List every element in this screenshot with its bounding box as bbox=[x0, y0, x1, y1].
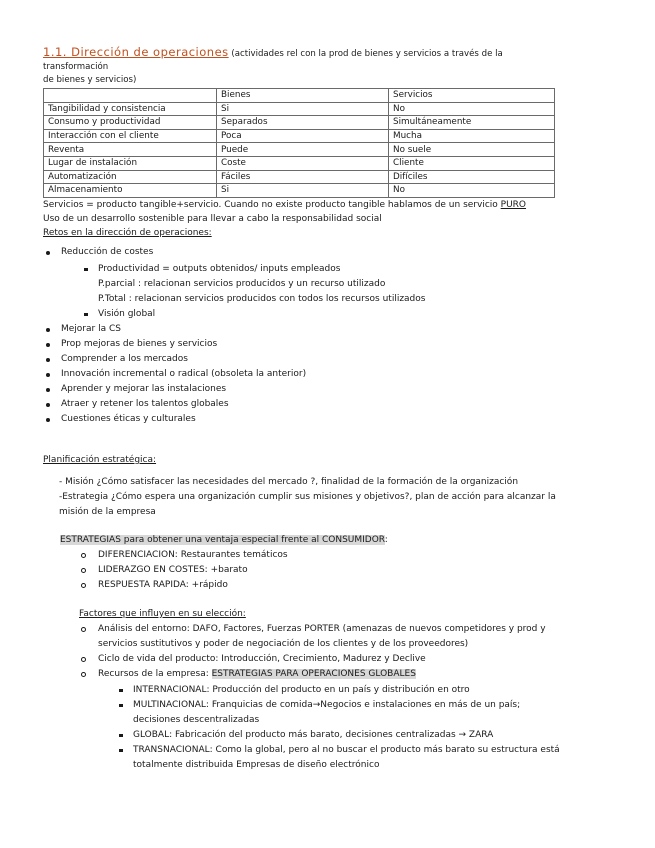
list-item bbox=[98, 563, 568, 578]
table-cell: Almacenamiento bbox=[44, 184, 217, 198]
list-item bbox=[98, 667, 568, 773]
list-item-text: Reducción de costes bbox=[61, 246, 154, 257]
table-row bbox=[44, 116, 555, 130]
estrategia-line-cont: misión de la empresa bbox=[59, 506, 156, 517]
list-item-text: P.parcial : relacionan servicios producidos y un recurso utilizado bbox=[98, 278, 386, 289]
table-cell: No bbox=[389, 184, 555, 198]
planificacion-block bbox=[43, 475, 568, 520]
table-cell: Difíciles bbox=[389, 170, 555, 184]
list-item-text: Innovación incremental o radical (obsoleta la anterior) bbox=[61, 368, 307, 379]
table-header-cell: Bienes bbox=[217, 89, 389, 103]
list-item-text: Aprender y mejorar las instalaciones bbox=[61, 383, 227, 394]
estrategias-list bbox=[43, 548, 568, 593]
productividad-sublist bbox=[61, 262, 568, 322]
table-cell: Si bbox=[217, 102, 389, 116]
list-item bbox=[61, 322, 568, 337]
list-item-text: Atraer y retener los talentos globales bbox=[61, 398, 229, 409]
estrategias-colon: : bbox=[384, 534, 388, 545]
list-item-text: Ciclo de vida del producto: Introducción, Crecimiento, Madurez y Declive bbox=[98, 653, 426, 664]
list-item-text: Mejorar la CS bbox=[61, 323, 121, 334]
list-item bbox=[61, 352, 568, 367]
list-item bbox=[61, 412, 568, 427]
table-cell: Si bbox=[217, 184, 389, 198]
list-item bbox=[98, 652, 568, 667]
planificacion-title: Planificación estratégica: bbox=[43, 454, 157, 465]
list-item-text: Productividad = outputs obtenidos/ inputs empleados bbox=[98, 263, 341, 274]
table-cell: Consumo y productividad bbox=[44, 116, 217, 130]
table-row bbox=[44, 170, 555, 184]
table-cell: Automatización bbox=[44, 170, 217, 184]
list-item bbox=[61, 382, 568, 397]
table-cell: Fáciles bbox=[217, 170, 389, 184]
list-item bbox=[61, 337, 568, 352]
table-row bbox=[44, 143, 555, 157]
list-item bbox=[98, 292, 568, 307]
table-cell: Lugar de instalación bbox=[44, 156, 217, 170]
retos-list bbox=[43, 245, 568, 427]
list-item-text: LIDERAZGO EN COSTES: +barato bbox=[98, 564, 248, 575]
table-header-cell: Servicios bbox=[389, 89, 555, 103]
table-cell: No bbox=[389, 102, 555, 116]
comparison-table bbox=[43, 88, 555, 198]
list-item-text: TRANSNACIONAL: Como la global, pero al no buscar el producto más barato su estructura está bbox=[133, 744, 560, 755]
table-cell: Tangibilidad y consistencia bbox=[44, 102, 217, 116]
section-heading bbox=[43, 46, 568, 74]
list-item bbox=[98, 578, 568, 593]
table-cell: Puede bbox=[217, 143, 389, 157]
table-cell: Reventa bbox=[44, 143, 217, 157]
recursos-sublist bbox=[98, 683, 568, 773]
servicios-text: Servicios = producto tangible+servicio. Cuando no existe producto tangible hablamos de un servicio bbox=[43, 199, 501, 210]
list-item-text: RESPUESTA RAPIDA: +rápido bbox=[98, 579, 228, 590]
list-item bbox=[61, 367, 568, 382]
estrategia-line: -Estrategia ¿Cómo espera una organización cumplir sus misiones y objetivos?, plan de acción para alcanzar la bbox=[59, 491, 556, 502]
section-description-cont: de bienes y servicios) bbox=[43, 75, 137, 85]
servicios-note bbox=[43, 198, 568, 212]
list-item bbox=[98, 277, 568, 292]
table-row bbox=[44, 156, 555, 170]
table-header-row bbox=[44, 89, 555, 103]
estrategias-title-line bbox=[43, 533, 568, 547]
list-item bbox=[133, 683, 568, 698]
list-item-text: Comprender a los mercados bbox=[61, 353, 188, 364]
table-cell: Interacción con el cliente bbox=[44, 129, 217, 143]
list-item bbox=[133, 743, 568, 773]
list-item-text: MULTINACIONAL: Franquicias de comida→Negocios e instalaciones en más de un país; bbox=[133, 699, 521, 710]
list-item bbox=[133, 698, 568, 728]
list-item bbox=[98, 622, 568, 652]
table-header-cell bbox=[44, 89, 217, 103]
table-cell: Simultáneamente bbox=[389, 116, 555, 130]
list-item-text: Cuestiones éticas y culturales bbox=[61, 413, 196, 424]
list-item-text: Visión global bbox=[98, 308, 156, 319]
list-item-text: GLOBAL: Fabricación del producto más barato, decisiones centralizadas → ZARA bbox=[133, 729, 494, 740]
document-page bbox=[43, 46, 568, 773]
list-item bbox=[98, 307, 568, 322]
list-item bbox=[61, 397, 568, 412]
table-cell: Mucha bbox=[389, 129, 555, 143]
list-item bbox=[133, 728, 568, 743]
table-row bbox=[44, 102, 555, 116]
table-row bbox=[44, 129, 555, 143]
estrategias-title: ESTRATEGIAS para obtener una ventaja especial frente al CONSUMIDOR bbox=[60, 534, 385, 545]
list-item bbox=[61, 245, 568, 322]
global-strategies-label: ESTRATEGIAS PARA OPERACIONES GLOBALES bbox=[211, 668, 416, 679]
retos-title: Retos en la dirección de operaciones: bbox=[43, 227, 212, 238]
mision-line: - Misión ¿Cómo satisfacer las necesidades del mercado ?, finalidad de la formación de la organización bbox=[59, 476, 519, 487]
factores-list bbox=[43, 622, 568, 773]
list-item-text: DIFERENCIACION: Restaurantes temáticos bbox=[98, 549, 288, 560]
section-title: 1.1. Dirección de operaciones bbox=[43, 45, 229, 59]
table-row bbox=[44, 184, 555, 198]
list-item bbox=[98, 548, 568, 563]
section-description: (actividades rel con la prod de bienes y servicios a través de la transformación bbox=[43, 49, 503, 72]
sostenible-note: Uso de un desarrollo sostenible para llevar a cabo la responsabilidad social bbox=[43, 213, 382, 224]
list-item-text: totalmente distribuida Empresas de diseño electrónico bbox=[133, 759, 380, 770]
list-item bbox=[98, 262, 568, 277]
table-cell: Poca bbox=[217, 129, 389, 143]
list-item-text: decisiones descentralizadas bbox=[133, 714, 260, 725]
list-item-text: Recursos de la empresa: bbox=[98, 668, 212, 679]
list-item-text: Prop mejoras de bienes y servicios bbox=[61, 338, 218, 349]
list-item-text: P.Total : relacionan servicios producidos con todos los recursos utilizados bbox=[98, 293, 426, 304]
table-cell: Coste bbox=[217, 156, 389, 170]
list-item-text: Análisis del entorno: DAFO, Factores, Fuerzas PORTER (amenazas de nuevos competidores y prod y bbox=[98, 623, 546, 634]
puro-label: PURO bbox=[500, 199, 527, 210]
table-cell: Cliente bbox=[389, 156, 555, 170]
table-cell: Separados bbox=[217, 116, 389, 130]
list-item-text: servicios sustitutivos y poder de negociación de los clientes y de los proveedores) bbox=[98, 638, 469, 649]
list-item-text: INTERNACIONAL: Producción del producto en un país y distribución en otro bbox=[133, 684, 470, 695]
factores-title: Factores que influyen en su elección: bbox=[79, 608, 246, 619]
table-cell: No suele bbox=[389, 143, 555, 157]
